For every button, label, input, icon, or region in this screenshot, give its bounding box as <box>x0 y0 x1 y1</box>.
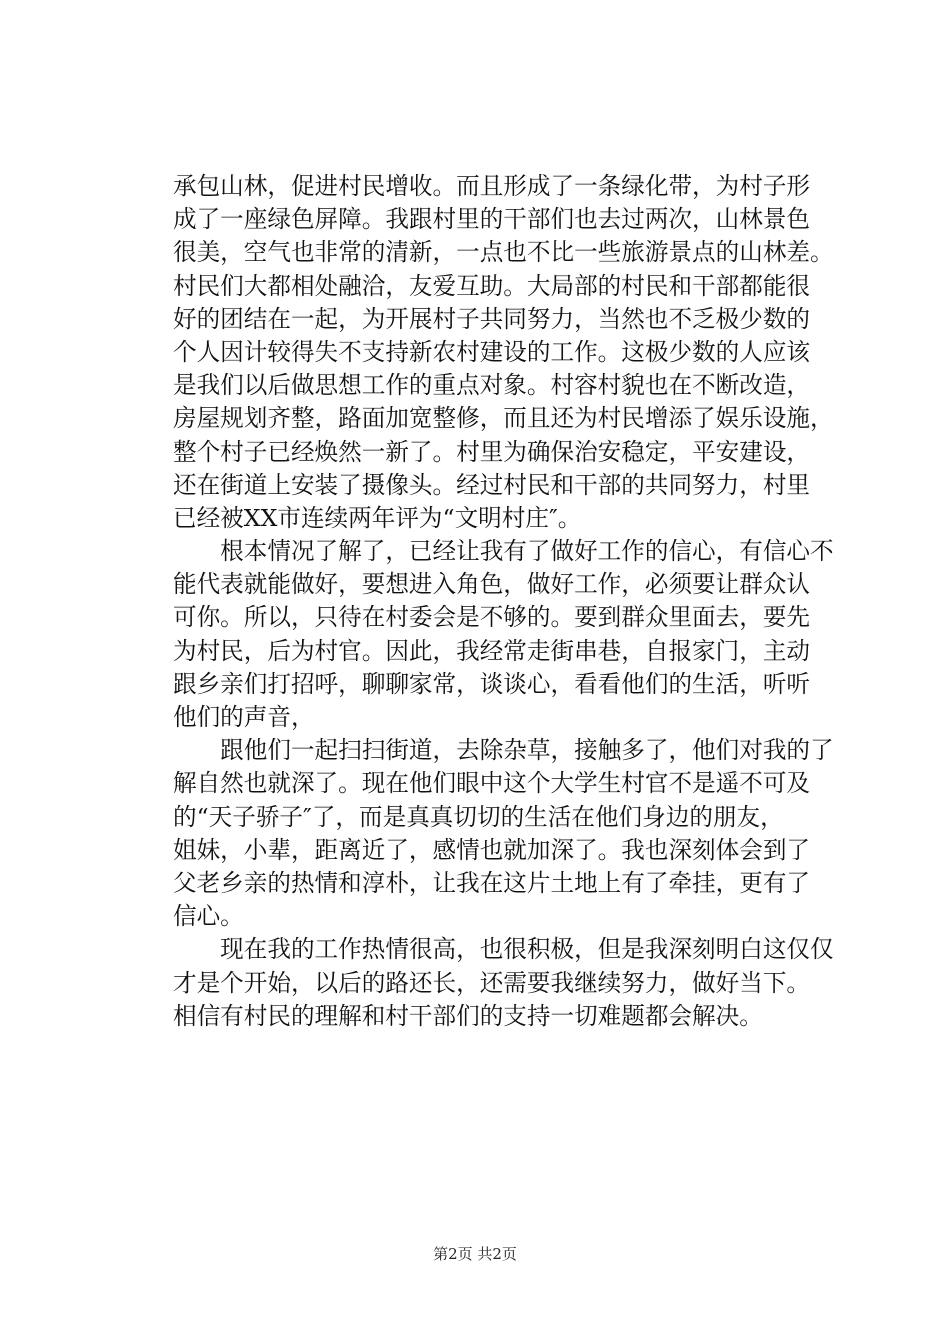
text-line: 父老乡亲的热情和淳朴，让我在这片土地上有了牵挂，更有了 <box>173 868 811 897</box>
text-line: 村民们大都相处融洽，友爱互助。大局部的村民和干部都能很 <box>173 271 811 300</box>
text-line: 为村民，后为村官。因此，我经常走街串巷，自报家门，主动 <box>173 636 811 665</box>
text-line: 现在我的工作热情很高，也很积极，但是我深刻明白这仅仅 <box>173 935 834 964</box>
text-line: 房屋规划齐整，路面加宽整修，而且还为村民增添了娱乐设施， <box>173 404 834 433</box>
page-number-label: 第2页 共2页 <box>433 1245 517 1263</box>
text-line: 相信有村民的理解和村干部们的支持一切难题都会解决。 <box>173 1001 763 1030</box>
text-line: 他们的声音， <box>173 703 315 731</box>
text-line: 承包山林，促进村民增收。而且形成了一条绿化带，为村子形 <box>173 172 811 200</box>
text-line: 已经被XX市连续两年评为“文明村庄″。 <box>173 503 582 532</box>
text-line: 是我们以后做思想工作的重点对象。村容村貌也在不断改造， <box>173 371 811 400</box>
page-footer <box>0 1244 950 1264</box>
text-line: 姐妹，小辈，距离近了，感情也就加深了。我也深刻体会到了 <box>173 835 811 864</box>
text-line: 个人因计较得失不支持新农村建设的工作。这极少数的人应该 <box>173 337 811 366</box>
text-line: 很美，空气也非常的清新，一点也不比一些旅游景点的山林差。 <box>173 238 834 267</box>
text-line: 解自然也就深了。现在他们眼中这个大学生村官不是遥不可及 <box>173 769 811 798</box>
text-line: 跟他们一起扫扫街道，去除杂草，接触多了，他们对我的了 <box>173 736 834 765</box>
document-body <box>173 170 834 1033</box>
text-line: 信心。 <box>173 902 244 931</box>
text-line: 根本情况了解了，已经让我有了做好工作的信心，有信心不 <box>173 537 834 566</box>
text-line: 能代表就能做好，要想进入角色，做好工作，必须要让群众认 <box>173 570 811 599</box>
text-line: 成了一座绿色屏障。我跟村里的干部们也去过两次，山林景色 <box>173 205 811 234</box>
text-line: 好的团结在一起，为开展村子共同努力，当然也不乏极少数的 <box>173 304 811 333</box>
text-line: 可你。所以，只待在村委会是不够的。要到群众里面去，要先 <box>173 603 811 632</box>
text-line: 跟乡亲们打招呼，聊聊家常，谈谈心，看看他们的生活，听听 <box>173 669 811 698</box>
text-line: 的“天子骄子″了，而是真真切切的生活在他们身边的朋友， <box>173 802 784 831</box>
text-line: 还在街道上安装了摄像头。经过村民和干部的共同努力，村里 <box>173 470 811 499</box>
text-line: 整个村子已经焕然一新了。村里为确保治安稳定，平安建设， <box>173 437 811 466</box>
text-line: 才是个开始，以后的路还长，还需要我继续努力，做好当下。 <box>173 968 811 997</box>
